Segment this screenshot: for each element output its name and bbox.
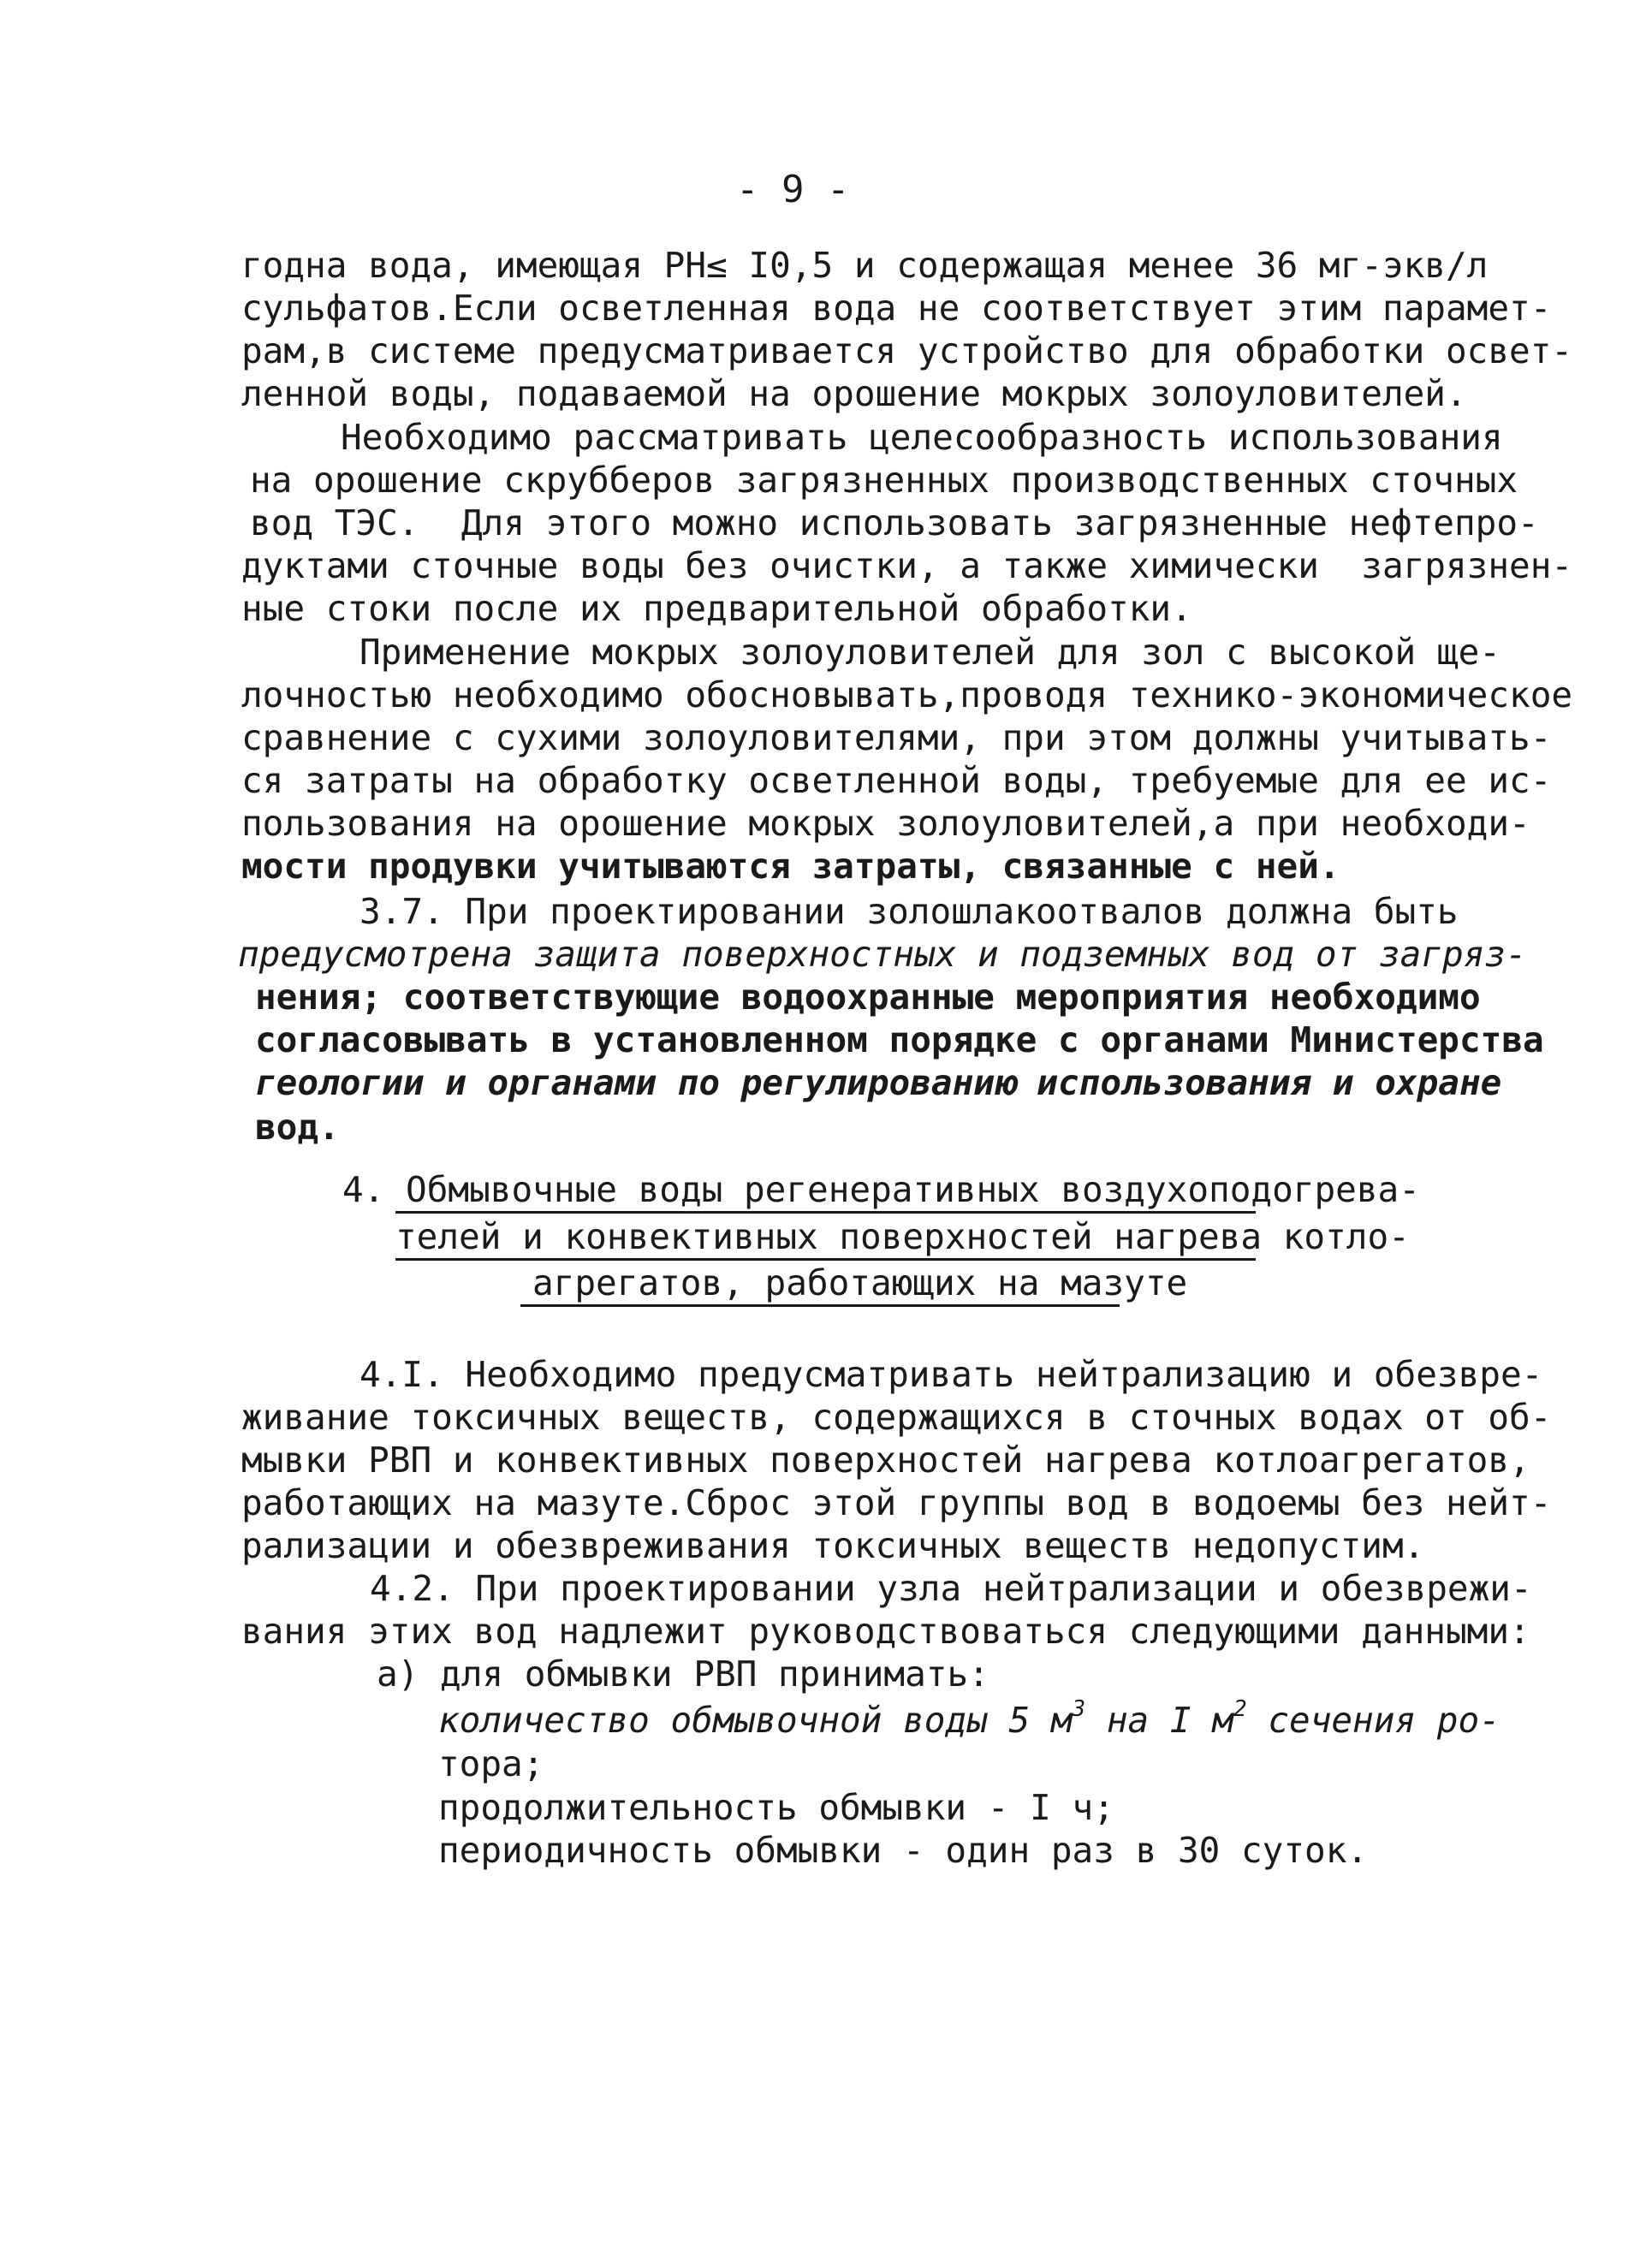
text-line: рам,в системе предусматривается устройство для обработки освет-: [241, 330, 1573, 371]
list-item-quantity: количество обмывочной воды 5 $м^3$ на I $м^2$ сечения ро-: [438, 1696, 1500, 1741]
text-line: нения; соответствующие водоохранные мероприятия необходимо: [255, 977, 1481, 1018]
text-line: Применение мокрых золоуловителей для зол с высокой ще-: [360, 632, 1500, 673]
text-line: дуктами сточные воды без очистки, а также химически загрязнен-: [241, 545, 1573, 586]
heading-line: 4. Обмывочные воды регенеративных воздухоподогрева-: [342, 1169, 1420, 1210]
list-item-label: а) для обмывки РВП принимать:: [377, 1653, 989, 1695]
text-line: вания этих вод надлежит руководствоваться следующими данными:: [241, 1611, 1530, 1652]
heading-underline: [395, 1211, 1256, 1214]
text-line: мости продувки учитываются затраты, связанные с ней.: [241, 846, 1340, 887]
text-line: мывки РВП и конвективных поверхностей нагрева котлоагрегатов,: [241, 1440, 1530, 1481]
text-line: Необходимо рассматривать целесообразность использования: [341, 417, 1503, 458]
text-line: 4.I. Необходимо предусматривать нейтрализацию и обезвре-: [360, 1354, 1543, 1395]
text-line: живание токсичных веществ, содержащихся в сточных водах от об-: [241, 1397, 1552, 1438]
heading-underline: [395, 1258, 1256, 1261]
text-line: вод.: [255, 1107, 340, 1148]
text-line: ленной воды, подаваемой на орошение мокрых золоуловителей.: [241, 373, 1467, 414]
text-line: пользования на орошение мокрых золоуловителей,а при необходи-: [241, 803, 1530, 844]
list-item-period: периодичность обмывки - один раз в 30 суток.: [438, 1830, 1369, 1871]
heading-line: телей и конвективных поверхностей нагрева котло-: [395, 1216, 1410, 1257]
text-line: геологии и органами по регулированию использования и охране: [255, 1062, 1502, 1103]
list-item-duration: продолжительность обмывки - I ч;: [438, 1787, 1114, 1828]
text-line: вод ТЭС. Для этого можно использовать загрязненные нефтепро-: [250, 502, 1539, 543]
page-number: - 9 -: [736, 168, 850, 211]
text-line: согласовывать в установленном порядке с органами Министерства: [255, 1019, 1544, 1060]
text-line: на орошение скрубберов загрязненных производственных сточных: [250, 460, 1518, 501]
text-line: ные стоки после их предварительной обработки.: [241, 588, 1192, 629]
text-line: предусмотрена защита поверхностных и подземных вод от загряз-: [238, 934, 1527, 975]
text-line: тора;: [438, 1743, 544, 1784]
text-line: рализации и обезвреживания токсичных веществ недопустим.: [241, 1525, 1425, 1566]
text-line: 4.2. При проектировании узла нейтрализации и обезврежи-: [370, 1568, 1532, 1609]
text-line: 3.7. При проектировании золошлакоотвалов должна быть: [360, 891, 1459, 932]
text-line: ся затраты на обработку осветленной воды, требуемые для ее ис-: [241, 760, 1552, 801]
text-line: годна вода, имеющая PH≤ I0,5 и содержащая менее 36 мг-экв/л: [241, 245, 1489, 286]
text-line: сравнение с сухими золоуловителями, при этом должны учитывать-: [241, 717, 1552, 758]
heading-underline: [520, 1304, 1120, 1307]
text-line: сульфатов.Если осветленная вода не соответствует этим парамет-: [241, 288, 1552, 329]
text-line: работающих на мазуте.Сброс этой группы вод в водоемы без нейт-: [241, 1482, 1552, 1523]
text-line: лочностью необходимо обосновывать,проводя технико-экономическое: [241, 674, 1573, 715]
heading-line: агрегатов, работающих на мазуте: [532, 1262, 1188, 1303]
